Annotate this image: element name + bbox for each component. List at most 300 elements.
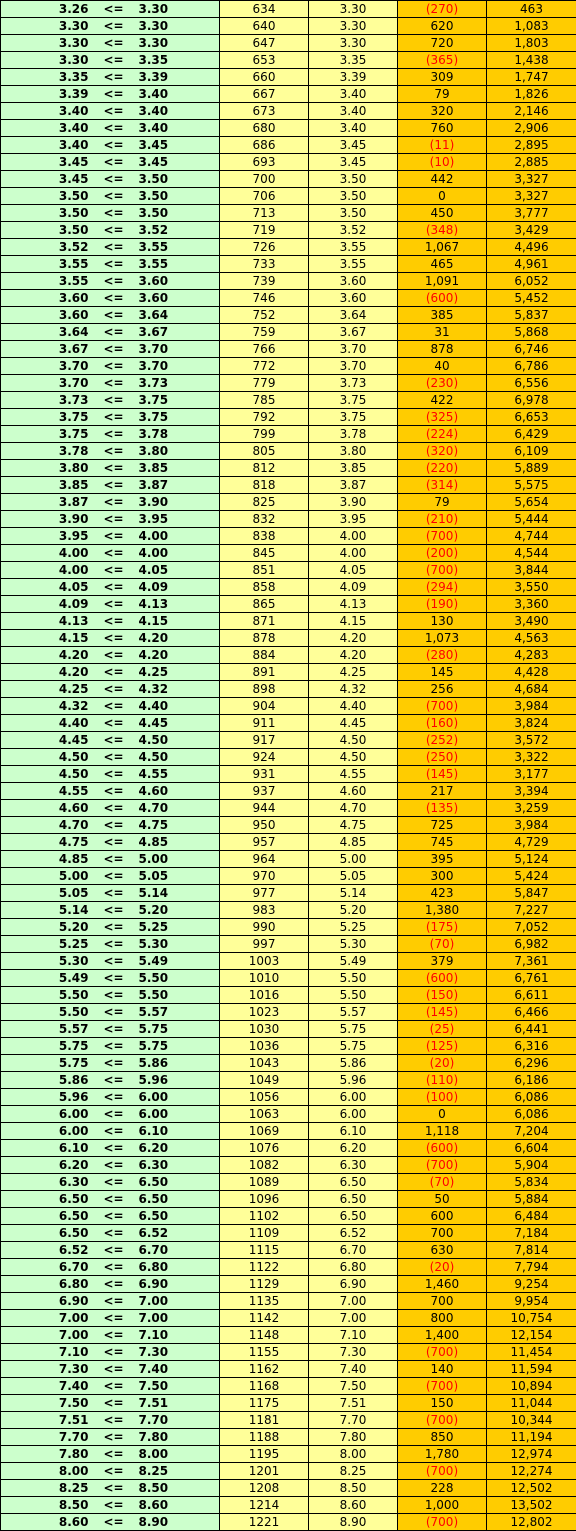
price-cell: 5.00: [309, 851, 398, 868]
index-cell: 1096: [220, 1191, 309, 1208]
operator-cell: <=: [99, 783, 129, 800]
index-cell: 1188: [220, 1429, 309, 1446]
operator-cell: <=: [99, 188, 129, 205]
change-cell: 79: [398, 86, 487, 103]
price-cell: 8.50: [309, 1480, 398, 1497]
range-low-cell: 6.80: [1, 1276, 99, 1293]
range-low-cell: 3.40: [1, 103, 99, 120]
price-cell: 6.90: [309, 1276, 398, 1293]
operator-cell: <=: [99, 103, 129, 120]
operator-cell: <=: [99, 562, 129, 579]
range-high-cell: 3.45: [129, 154, 220, 171]
change-cell: 720: [398, 35, 487, 52]
operator-cell: <=: [99, 1140, 129, 1157]
table-row: [1, 69, 576, 86]
cumulative-cell: 6,786: [487, 358, 576, 375]
cumulative-cell: 3,259: [487, 800, 576, 817]
range-high-cell: 3.50: [129, 188, 220, 205]
index-cell: 878: [220, 630, 309, 647]
index-cell: 667: [220, 86, 309, 103]
change-cell: 320: [398, 103, 487, 120]
table-row: [1, 392, 576, 409]
cumulative-cell: 3,844: [487, 562, 576, 579]
operator-cell: <=: [99, 613, 129, 630]
change-cell: 442: [398, 171, 487, 188]
table-row: [1, 885, 576, 902]
range-high-cell: 4.05: [129, 562, 220, 579]
change-cell: 256: [398, 681, 487, 698]
table-row: [1, 919, 576, 936]
change-cell: (314): [398, 477, 487, 494]
change-cell: 1,460: [398, 1276, 487, 1293]
range-high-cell: 6.52: [129, 1225, 220, 1242]
range-low-cell: 3.30: [1, 52, 99, 69]
range-low-cell: 3.52: [1, 239, 99, 256]
range-low-cell: 3.45: [1, 154, 99, 171]
cumulative-cell: 6,978: [487, 392, 576, 409]
range-low-cell: 5.25: [1, 936, 99, 953]
range-low-cell: 4.25: [1, 681, 99, 698]
index-cell: 977: [220, 885, 309, 902]
index-cell: 653: [220, 52, 309, 69]
change-cell: (294): [398, 579, 487, 596]
change-cell: 620: [398, 18, 487, 35]
price-cell: 6.30: [309, 1157, 398, 1174]
change-cell: (600): [398, 290, 487, 307]
range-low-cell: 8.60: [1, 1514, 99, 1531]
range-high-cell: 3.40: [129, 103, 220, 120]
operator-cell: <=: [99, 154, 129, 171]
cumulative-cell: 3,429: [487, 222, 576, 239]
index-cell: 1082: [220, 1157, 309, 1174]
range-low-cell: 3.75: [1, 409, 99, 426]
range-low-cell: 5.14: [1, 902, 99, 919]
cumulative-cell: 5,124: [487, 851, 576, 868]
index-cell: 865: [220, 596, 309, 613]
range-high-cell: 4.20: [129, 647, 220, 664]
table-row: [1, 137, 576, 154]
index-cell: 1195: [220, 1446, 309, 1463]
change-cell: (600): [398, 970, 487, 987]
index-cell: 686: [220, 137, 309, 154]
cumulative-cell: 1,747: [487, 69, 576, 86]
price-cell: 6.70: [309, 1242, 398, 1259]
range-low-cell: 5.00: [1, 868, 99, 885]
index-cell: 1049: [220, 1072, 309, 1089]
range-high-cell: 3.80: [129, 443, 220, 460]
price-cell: 5.96: [309, 1072, 398, 1089]
index-cell: 997: [220, 936, 309, 953]
price-cell: 3.73: [309, 375, 398, 392]
cumulative-cell: 12,154: [487, 1327, 576, 1344]
index-cell: 904: [220, 698, 309, 715]
cumulative-cell: 5,424: [487, 868, 576, 885]
range-high-cell: 5.75: [129, 1021, 220, 1038]
operator-cell: <=: [99, 1123, 129, 1140]
index-cell: 1016: [220, 987, 309, 1004]
range-low-cell: 4.50: [1, 766, 99, 783]
range-high-cell: 6.80: [129, 1259, 220, 1276]
range-low-cell: 5.49: [1, 970, 99, 987]
range-high-cell: 3.40: [129, 120, 220, 137]
operator-cell: <=: [99, 35, 129, 52]
range-high-cell: 6.30: [129, 1157, 220, 1174]
price-cell: 3.85: [309, 460, 398, 477]
table-row: [1, 681, 576, 698]
index-cell: 746: [220, 290, 309, 307]
index-cell: 1003: [220, 953, 309, 970]
operator-cell: <=: [99, 1242, 129, 1259]
range-low-cell: 6.30: [1, 1174, 99, 1191]
table-row: [1, 749, 576, 766]
index-cell: 634: [220, 1, 309, 18]
range-low-cell: 5.20: [1, 919, 99, 936]
change-cell: 1,118: [398, 1123, 487, 1140]
table-row: [1, 1038, 576, 1055]
table-row: [1, 1310, 576, 1327]
table-row: [1, 732, 576, 749]
price-cell: 3.75: [309, 409, 398, 426]
price-cell: 3.95: [309, 511, 398, 528]
index-cell: 1208: [220, 1480, 309, 1497]
table-row: [1, 1429, 576, 1446]
range-high-cell: 3.55: [129, 239, 220, 256]
operator-cell: <=: [99, 392, 129, 409]
index-cell: 944: [220, 800, 309, 817]
index-cell: 1155: [220, 1344, 309, 1361]
operator-cell: <=: [99, 1072, 129, 1089]
range-high-cell: 3.78: [129, 426, 220, 443]
price-cell: 3.60: [309, 273, 398, 290]
table-row: [1, 817, 576, 834]
price-cell: 3.40: [309, 86, 398, 103]
price-cell: 3.30: [309, 35, 398, 52]
operator-cell: <=: [99, 290, 129, 307]
range-low-cell: 3.55: [1, 256, 99, 273]
price-cell: 3.55: [309, 239, 398, 256]
operator-cell: <=: [99, 1276, 129, 1293]
cumulative-cell: 3,394: [487, 783, 576, 800]
table-row: [1, 766, 576, 783]
range-high-cell: 3.30: [129, 18, 220, 35]
range-high-cell: 4.45: [129, 715, 220, 732]
table-row: [1, 1327, 576, 1344]
index-cell: 1221: [220, 1514, 309, 1531]
change-cell: (135): [398, 800, 487, 817]
operator-cell: <=: [99, 579, 129, 596]
price-cell: 3.75: [309, 392, 398, 409]
range-low-cell: 5.96: [1, 1089, 99, 1106]
table-row: [1, 120, 576, 137]
cumulative-cell: 6,086: [487, 1089, 576, 1106]
range-low-cell: 3.30: [1, 35, 99, 52]
change-cell: 423: [398, 885, 487, 902]
table-row: [1, 1293, 576, 1310]
cumulative-cell: 3,322: [487, 749, 576, 766]
price-cell: 5.50: [309, 970, 398, 987]
change-cell: (210): [398, 511, 487, 528]
price-cell: 7.00: [309, 1293, 398, 1310]
cumulative-cell: 3,550: [487, 579, 576, 596]
cumulative-cell: 6,611: [487, 987, 576, 1004]
operator-cell: <=: [99, 1327, 129, 1344]
price-cell: 4.75: [309, 817, 398, 834]
price-cell: 7.50: [309, 1378, 398, 1395]
index-cell: 1109: [220, 1225, 309, 1242]
range-low-cell: 4.85: [1, 851, 99, 868]
price-cell: 3.30: [309, 18, 398, 35]
range-low-cell: 7.00: [1, 1310, 99, 1327]
price-cell: 6.10: [309, 1123, 398, 1140]
range-high-cell: 6.50: [129, 1191, 220, 1208]
operator-cell: <=: [99, 1514, 129, 1531]
table-row: [1, 1361, 576, 1378]
table-row: [1, 1055, 576, 1072]
price-cell: 7.10: [309, 1327, 398, 1344]
operator-cell: <=: [99, 205, 129, 222]
range-high-cell: 5.86: [129, 1055, 220, 1072]
index-cell: 990: [220, 919, 309, 936]
range-low-cell: 4.50: [1, 749, 99, 766]
index-cell: 898: [220, 681, 309, 698]
price-cell: 5.49: [309, 953, 398, 970]
range-high-cell: 4.00: [129, 528, 220, 545]
cumulative-cell: 9,254: [487, 1276, 576, 1293]
range-low-cell: 6.50: [1, 1225, 99, 1242]
operator-cell: <=: [99, 239, 129, 256]
operator-cell: <=: [99, 868, 129, 885]
price-cell: 3.55: [309, 256, 398, 273]
range-high-cell: 4.60: [129, 783, 220, 800]
operator-cell: <=: [99, 715, 129, 732]
table-row: [1, 1259, 576, 1276]
table-row: [1, 579, 576, 596]
cumulative-cell: 4,544: [487, 545, 576, 562]
index-cell: 805: [220, 443, 309, 460]
operator-cell: <=: [99, 834, 129, 851]
change-cell: 395: [398, 851, 487, 868]
change-cell: (700): [398, 698, 487, 715]
index-cell: 1056: [220, 1089, 309, 1106]
operator-cell: <=: [99, 1225, 129, 1242]
range-high-cell: 5.50: [129, 987, 220, 1004]
cumulative-cell: 4,563: [487, 630, 576, 647]
range-high-cell: 5.20: [129, 902, 220, 919]
index-cell: 1030: [220, 1021, 309, 1038]
change-cell: 745: [398, 834, 487, 851]
change-cell: (700): [398, 528, 487, 545]
price-cell: 5.05: [309, 868, 398, 885]
cumulative-cell: 4,744: [487, 528, 576, 545]
index-cell: 964: [220, 851, 309, 868]
range-high-cell: 7.30: [129, 1344, 220, 1361]
index-cell: 957: [220, 834, 309, 851]
change-cell: (325): [398, 409, 487, 426]
change-cell: 1,400: [398, 1327, 487, 1344]
operator-cell: <=: [99, 477, 129, 494]
range-low-cell: 3.50: [1, 205, 99, 222]
price-cell: 4.00: [309, 545, 398, 562]
range-high-cell: 6.00: [129, 1106, 220, 1123]
operator-cell: <=: [99, 1395, 129, 1412]
change-cell: 379: [398, 953, 487, 970]
range-high-cell: 3.75: [129, 409, 220, 426]
change-cell: (150): [398, 987, 487, 1004]
range-high-cell: 5.50: [129, 970, 220, 987]
cumulative-cell: 6,316: [487, 1038, 576, 1055]
range-high-cell: 4.55: [129, 766, 220, 783]
operator-cell: <=: [99, 1021, 129, 1038]
operator-cell: <=: [99, 1055, 129, 1072]
cumulative-cell: 11,454: [487, 1344, 576, 1361]
change-cell: 850: [398, 1429, 487, 1446]
price-cell: 5.20: [309, 902, 398, 919]
range-low-cell: 3.80: [1, 460, 99, 477]
table-row: [1, 936, 576, 953]
operator-cell: <=: [99, 511, 129, 528]
table-row: [1, 1276, 576, 1293]
table-row: [1, 443, 576, 460]
index-cell: 1201: [220, 1463, 309, 1480]
price-cell: 7.00: [309, 1310, 398, 1327]
table-row: [1, 358, 576, 375]
operator-cell: <=: [99, 1038, 129, 1055]
table-row: [1, 1514, 576, 1531]
range-low-cell: 4.32: [1, 698, 99, 715]
table-row: [1, 239, 576, 256]
change-cell: (175): [398, 919, 487, 936]
range-low-cell: 7.10: [1, 1344, 99, 1361]
price-cell: 3.45: [309, 137, 398, 154]
table-row: [1, 1191, 576, 1208]
table-row: [1, 1021, 576, 1038]
price-cell: 6.52: [309, 1225, 398, 1242]
cumulative-cell: 3,777: [487, 205, 576, 222]
change-cell: (224): [398, 426, 487, 443]
table-row: [1, 511, 576, 528]
range-low-cell: 5.50: [1, 1004, 99, 1021]
price-cell: 8.25: [309, 1463, 398, 1480]
cumulative-cell: 12,802: [487, 1514, 576, 1531]
change-cell: (110): [398, 1072, 487, 1089]
cumulative-cell: 1,083: [487, 18, 576, 35]
cumulative-cell: 6,653: [487, 409, 576, 426]
cumulative-cell: 13,502: [487, 1497, 576, 1514]
range-low-cell: 4.15: [1, 630, 99, 647]
index-cell: 1063: [220, 1106, 309, 1123]
cumulative-cell: 5,834: [487, 1174, 576, 1191]
table-row: [1, 970, 576, 987]
index-cell: 1036: [220, 1038, 309, 1055]
table-row: [1, 800, 576, 817]
price-cell: 3.64: [309, 307, 398, 324]
price-cell: 5.30: [309, 936, 398, 953]
operator-cell: <=: [99, 885, 129, 902]
cumulative-cell: 6,052: [487, 273, 576, 290]
index-cell: 1043: [220, 1055, 309, 1072]
operator-cell: <=: [99, 987, 129, 1004]
change-cell: 300: [398, 868, 487, 885]
operator-cell: <=: [99, 375, 129, 392]
price-cell: 4.13: [309, 596, 398, 613]
table-row: [1, 528, 576, 545]
price-cell: 7.51: [309, 1395, 398, 1412]
change-cell: 1,000: [398, 1497, 487, 1514]
range-high-cell: 7.50: [129, 1378, 220, 1395]
change-cell: (365): [398, 52, 487, 69]
index-cell: 779: [220, 375, 309, 392]
table-row: [1, 171, 576, 188]
range-low-cell: 3.67: [1, 341, 99, 358]
range-high-cell: 8.90: [129, 1514, 220, 1531]
price-cell: 3.50: [309, 171, 398, 188]
change-cell: 31: [398, 324, 487, 341]
cumulative-cell: 6,109: [487, 443, 576, 460]
change-cell: 1,067: [398, 239, 487, 256]
change-cell: 465: [398, 256, 487, 273]
cumulative-cell: 7,204: [487, 1123, 576, 1140]
range-high-cell: 3.55: [129, 256, 220, 273]
price-cell: 6.50: [309, 1174, 398, 1191]
cumulative-cell: 10,754: [487, 1310, 576, 1327]
operator-cell: <=: [99, 1157, 129, 1174]
range-low-cell: 3.39: [1, 86, 99, 103]
change-cell: 1,380: [398, 902, 487, 919]
range-low-cell: 4.75: [1, 834, 99, 851]
change-cell: 0: [398, 1106, 487, 1123]
index-cell: 924: [220, 749, 309, 766]
table-row: [1, 902, 576, 919]
change-cell: 0: [398, 188, 487, 205]
index-cell: 713: [220, 205, 309, 222]
index-cell: 647: [220, 35, 309, 52]
change-cell: 50: [398, 1191, 487, 1208]
table-row: [1, 868, 576, 885]
operator-cell: <=: [99, 596, 129, 613]
range-high-cell: 8.60: [129, 1497, 220, 1514]
range-high-cell: 3.52: [129, 222, 220, 239]
range-high-cell: 3.45: [129, 137, 220, 154]
operator-cell: <=: [99, 1208, 129, 1225]
table-row: [1, 1378, 576, 1395]
index-cell: 1129: [220, 1276, 309, 1293]
range-low-cell: 3.95: [1, 528, 99, 545]
cumulative-cell: 6,761: [487, 970, 576, 987]
range-low-cell: 3.85: [1, 477, 99, 494]
range-high-cell: 4.32: [129, 681, 220, 698]
cumulative-cell: 11,194: [487, 1429, 576, 1446]
change-cell: 79: [398, 494, 487, 511]
cumulative-cell: 5,575: [487, 477, 576, 494]
operator-cell: <=: [99, 1174, 129, 1191]
range-low-cell: 6.00: [1, 1106, 99, 1123]
price-cell: 3.78: [309, 426, 398, 443]
cumulative-cell: 7,052: [487, 919, 576, 936]
change-cell: 309: [398, 69, 487, 86]
cumulative-cell: 3,984: [487, 817, 576, 834]
table-row: [1, 783, 576, 800]
table-row: [1, 324, 576, 341]
range-low-cell: 6.52: [1, 1242, 99, 1259]
cumulative-cell: 12,502: [487, 1480, 576, 1497]
change-cell: (320): [398, 443, 487, 460]
range-high-cell: 3.60: [129, 290, 220, 307]
operator-cell: <=: [99, 528, 129, 545]
table-row: [1, 613, 576, 630]
range-high-cell: 8.50: [129, 1480, 220, 1497]
cumulative-cell: 5,868: [487, 324, 576, 341]
table-row: [1, 698, 576, 715]
